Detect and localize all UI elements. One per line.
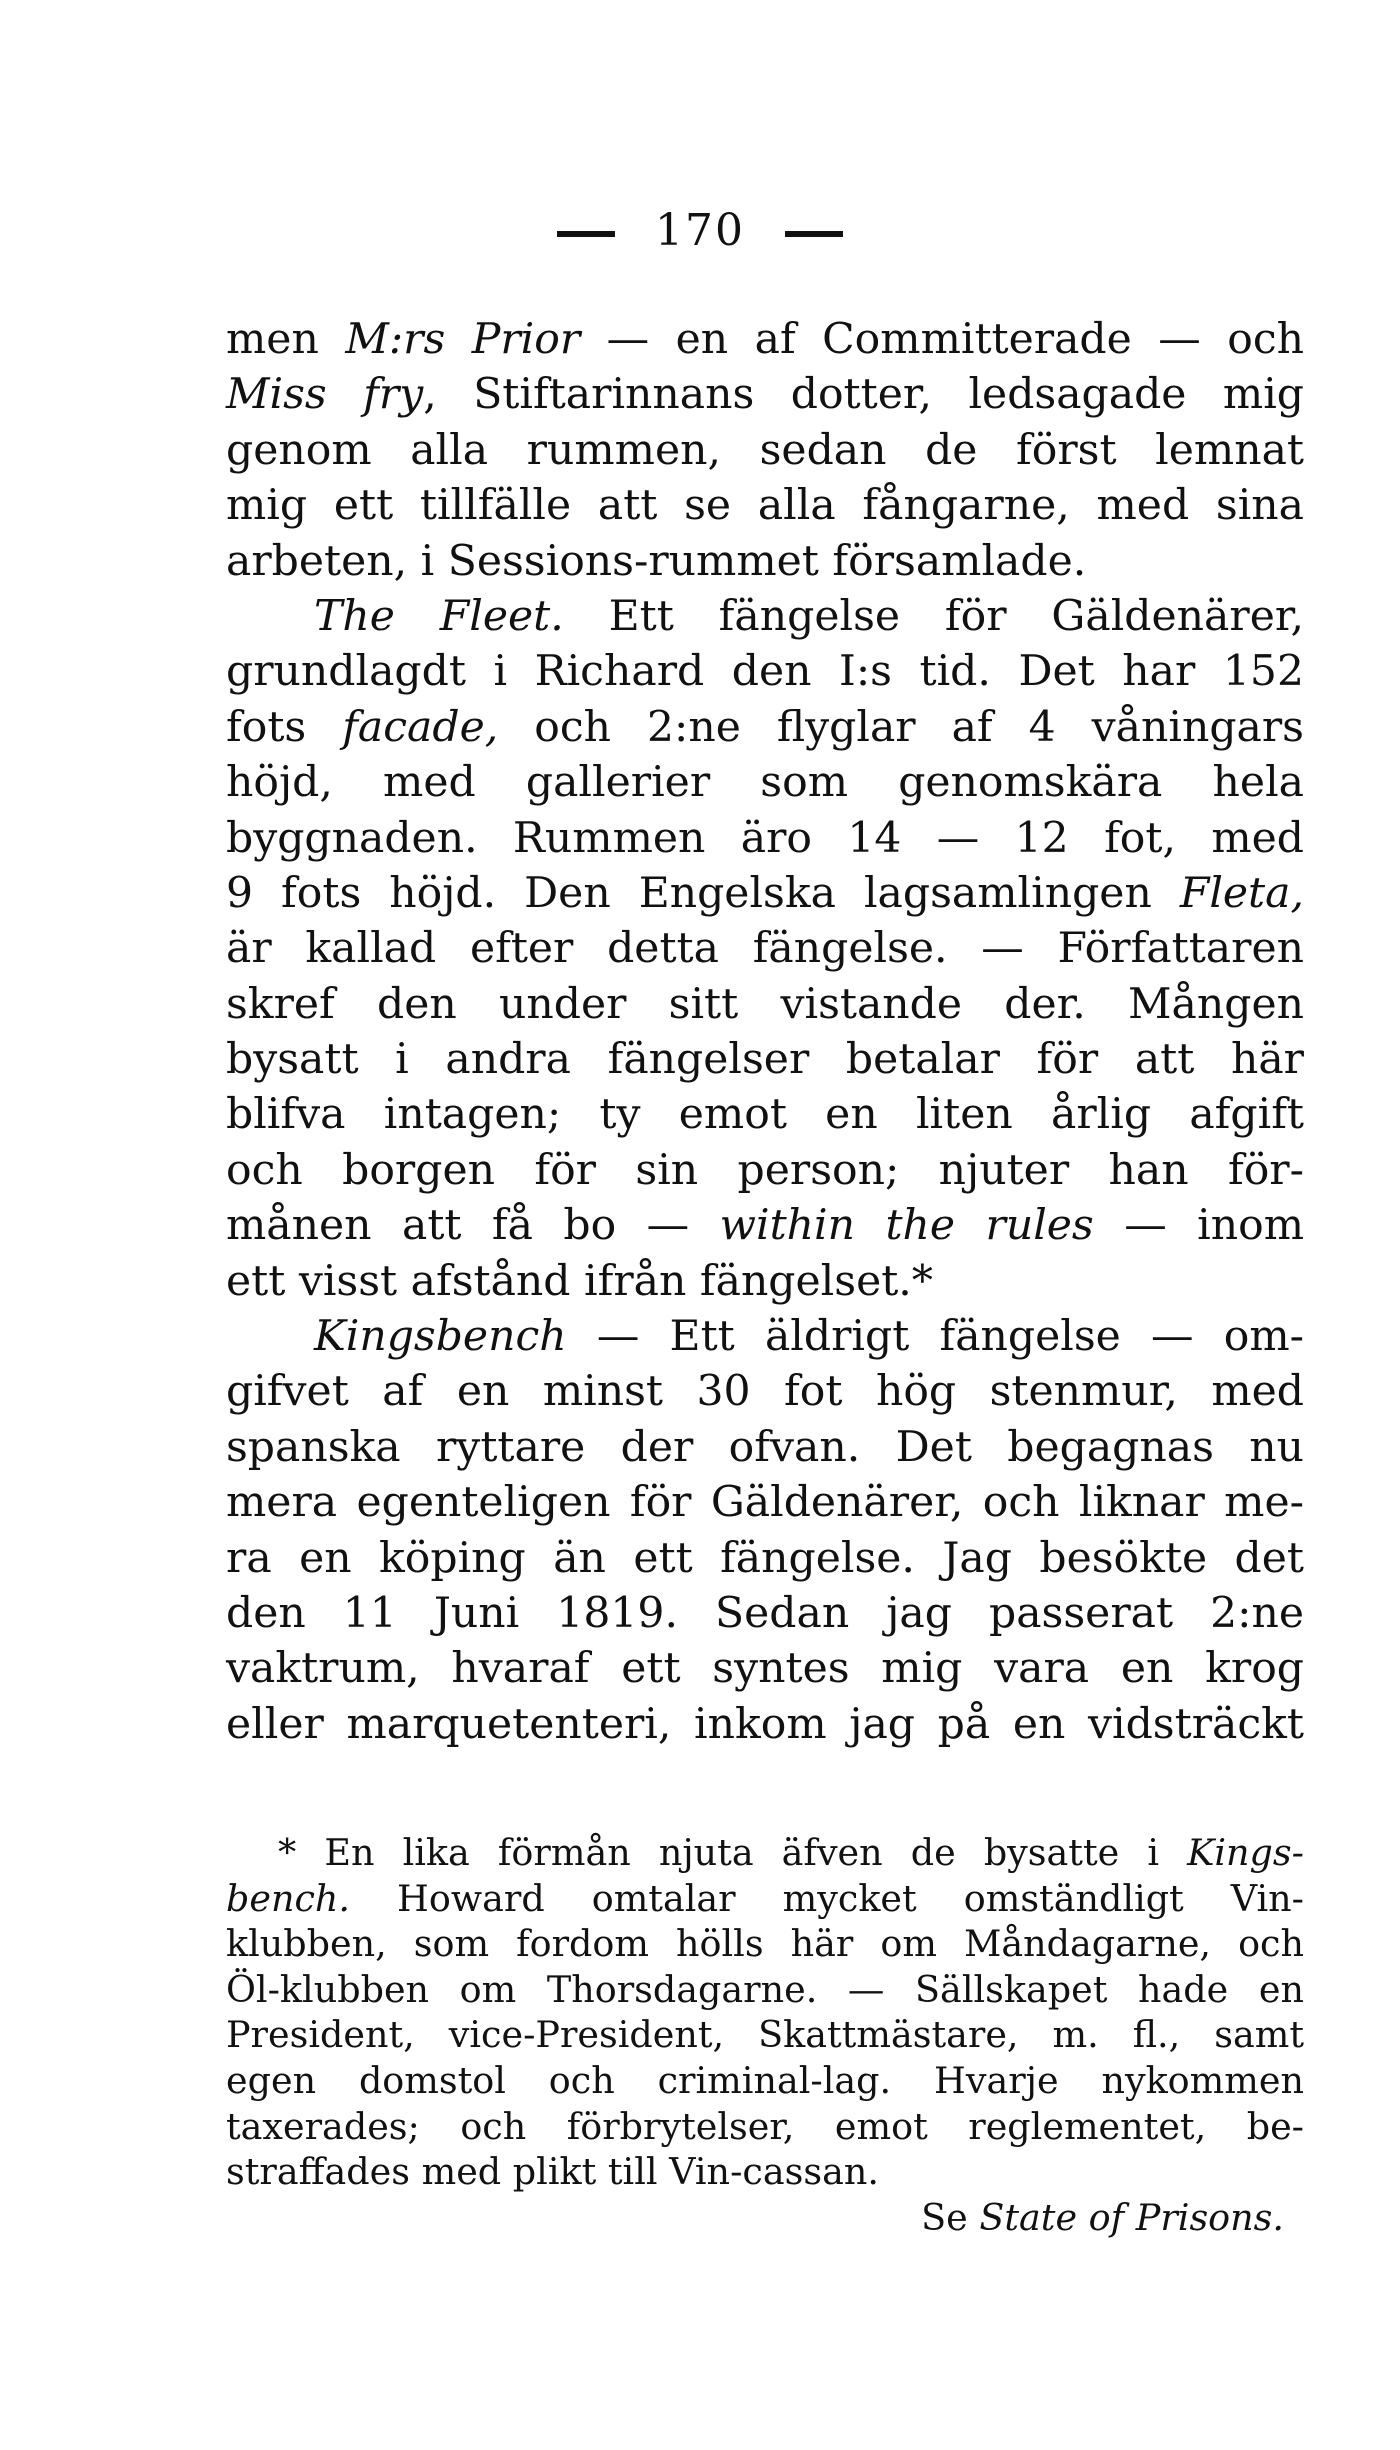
footnote-line: bench. Howard omtalar mycket omständligt Vin- (226, 1876, 1304, 1920)
footnote-line: Öl-klubben om Thorsdagarne. — Sällskapet hade en (226, 1967, 1304, 2011)
body-text (226, 312, 1304, 1752)
page-number: 170 (655, 205, 745, 256)
body-line: 9 fots höjd. Den Engelska lagsamlingen Fleta, (226, 868, 1304, 918)
body-line: ett visst afstånd ifrån fängelset.* (226, 1256, 934, 1306)
body-line: är kallad efter detta fängelse. — Författaren (226, 924, 1304, 974)
body-line: mera egenteligen för Gäldenärer, och liknar me- (226, 1478, 1304, 1528)
body-line: månen att få bo — within the rules — inom (226, 1201, 1304, 1251)
body-line: blifva intagen; ty emot en liten årlig afgift (226, 1090, 1304, 1140)
body-line: byggnaden. Rummen äro 14 — 12 fot, med (226, 813, 1304, 863)
body-line-kingsbench-heading: Kingsbench — Ett äldrigt fängelse — om- (314, 1312, 1304, 1362)
body-line: den 11 Juni 1819. Sedan jag passerat 2:ne (226, 1588, 1304, 1638)
body-line: spanska ryttare der ofvan. Det begagnas nu (226, 1422, 1304, 1472)
body-line: bysatt i andra fängelser betalar för att här (226, 1035, 1304, 1085)
footnote-line: President, vice-President, Skattmästare, m. fl., samt (226, 2013, 1304, 2057)
footnote-line: klubben, som fordom hölls här om Måndagarne, och (226, 1922, 1304, 1966)
footnote-line: taxerades; och förbrytelser, emot reglementet, be- (226, 2104, 1304, 2148)
body-line: gifvet af en minst 30 fot hög stenmur, med (226, 1367, 1304, 1417)
body-line-fleet-heading: The Fleet. Ett fängelse för Gäldenärer, (314, 591, 1304, 641)
footnote (226, 1830, 1304, 2240)
header-dash-left (557, 231, 615, 237)
body-line: grundlagdt i Richard den I:s tid. Det har 152 (226, 647, 1304, 697)
body-line: ra en köping än ett fängelse. Jag besökte det (226, 1533, 1304, 1583)
body-line: genom alla rummen, sedan de först lemnat (226, 425, 1304, 475)
body-line: fots facade, och 2:ne flyglar af 4 våningars (226, 702, 1304, 752)
body-line: men M:rs Prior — en af Committerade — och (226, 315, 1305, 364)
body-line: arbeten, i Sessions-rummet församlade. (226, 536, 1087, 586)
body-line: och borgen för sin person; njuter han för- (226, 1145, 1304, 1195)
header-dash-right (785, 231, 843, 237)
page-header (0, 205, 1400, 256)
body-line: eller marquetenteri, inkom jag på en vidsträckt (226, 1699, 1304, 1749)
footnote-line: egen domstol och criminal-lag. Hvarje nykommen (226, 2058, 1304, 2102)
body-line: skref den under sitt vistande der. Mången (226, 979, 1304, 1029)
footnote-source-reference: Se State of Prisons. (921, 2195, 1284, 2239)
body-line: vaktrum, hvaraf ett syntes mig vara en krog (226, 1644, 1304, 1694)
footnote-line: straffades med plikt till Vin-cassan. (226, 2150, 879, 2194)
body-line: Miss fry, Stiftarinnans dotter, ledsagade mig (226, 370, 1304, 420)
body-line: höjd, med gallerier som genomskära hela (226, 758, 1304, 808)
footnote-line: * En likа förmån njuta äfven de bysatte i Kings- (278, 1831, 1304, 1874)
body-line: mig ett tillfälle att se alla fångarne, med sina (226, 481, 1304, 531)
